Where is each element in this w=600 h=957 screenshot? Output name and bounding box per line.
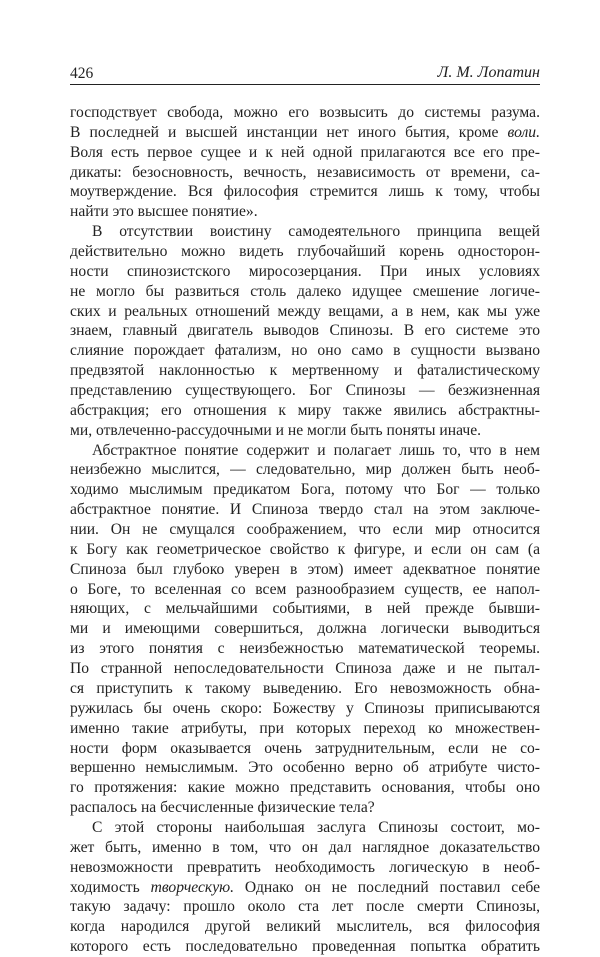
text-line bbox=[70, 361, 540, 381]
text-line bbox=[70, 818, 540, 838]
text-line bbox=[70, 520, 540, 540]
paragraph bbox=[70, 222, 540, 440]
text-segment: господствует свобода, можно его возвысить до системы разума. bbox=[70, 104, 540, 121]
text-line bbox=[70, 202, 540, 222]
text-line bbox=[70, 262, 540, 282]
text-line bbox=[70, 560, 540, 580]
text-segment: когда народился другой великий мыслитель, вся философия bbox=[70, 918, 540, 936]
text-line bbox=[70, 798, 540, 818]
text-segment: В отсутствии воистину самодеятельного принципа вещей bbox=[92, 223, 540, 241]
text-segment: ских и реальных отношений между вещами, а в нем, как мы уже bbox=[70, 302, 540, 320]
text-segment: не могло бы развиться столь далеко идущее смешение логиче- bbox=[70, 282, 540, 300]
text-line bbox=[70, 282, 540, 302]
text-line bbox=[70, 441, 540, 461]
page-number: 426 bbox=[70, 65, 94, 82]
text-line bbox=[70, 580, 540, 600]
text-segment: ности спинозистского миросозерцания. При иных условиях bbox=[70, 262, 540, 280]
text-segment: невозможности превратить необходимость логическую в необ- bbox=[70, 858, 540, 876]
text-segment: ми и имеющими совершиться, должна логически выводиться bbox=[70, 620, 540, 638]
text-line bbox=[70, 937, 540, 957]
paragraph bbox=[70, 818, 540, 957]
text-line bbox=[70, 917, 540, 937]
text-line bbox=[70, 381, 540, 401]
running-header bbox=[70, 64, 540, 85]
italic-text: творческую. bbox=[150, 878, 235, 896]
text-segment: слияние порождает фатализм, но оно само в сущности вызвано bbox=[70, 342, 540, 360]
text-segment: Абстрактное понятие содержит и полагает лишь то, что в нем bbox=[92, 441, 540, 459]
text-line bbox=[70, 758, 540, 778]
text-line bbox=[70, 421, 540, 441]
text-segment: ми, отвлеченно-рассудочными и не могли быть поняты иначе. bbox=[70, 421, 482, 439]
text-line bbox=[70, 321, 540, 341]
text-segment: ся приступить к такому выведению. Его невозможность обна- bbox=[70, 679, 540, 697]
text-segment: дикаты: безосновность, вечность, независимость от времени, са- bbox=[70, 163, 540, 181]
text-segment: абстрактное понятие. И Спиноза твердо стал на этом заключе- bbox=[70, 501, 540, 519]
text-line bbox=[70, 163, 540, 183]
text-segment: такую задачу: прошло около ста лет после смерти Спинозы, bbox=[70, 898, 540, 916]
text-segment: действительно можно видеть глубочайший корень односторон- bbox=[70, 243, 540, 261]
text-line bbox=[70, 778, 540, 798]
text-segment: Спиноза был глубоко уверен в этом) имеет адекватное понятие bbox=[70, 560, 540, 578]
paragraph bbox=[70, 103, 540, 222]
text-line bbox=[70, 878, 540, 898]
text-segment: С этой стороны наибольшая заслуга Спинозы состоит, мо- bbox=[92, 818, 540, 836]
text-line bbox=[70, 302, 540, 322]
text-segment: вершенно немыслимым. Это особенно верно об атрибуте чисто- bbox=[70, 759, 540, 777]
text-segment: жет быть, именно в том, что он дал наглядное доказательство bbox=[70, 838, 540, 856]
text-line bbox=[70, 858, 540, 878]
text-segment: ности форм оказывается очень затруднительным, если не со- bbox=[70, 739, 540, 757]
text-line bbox=[70, 599, 540, 619]
text-segment: именно такие атрибуты, при которых переход ко множествен- bbox=[70, 719, 540, 737]
text-line bbox=[70, 182, 540, 202]
text-segment: знаем, главный двигатель выводов Спинозы. В его системе это bbox=[70, 322, 540, 340]
text-segment: неизбежно мыслится, — следовательно, мир должен быть необ- bbox=[70, 461, 540, 479]
running-head-author: Л. М. Лопатин bbox=[437, 64, 540, 81]
text-line bbox=[70, 679, 540, 699]
text-line bbox=[70, 222, 540, 242]
text-line bbox=[70, 480, 540, 500]
text-segment: из этого понятия с неизбежностью математической теоремы. bbox=[70, 640, 540, 658]
text-line bbox=[70, 659, 540, 679]
text-line bbox=[70, 699, 540, 719]
text-line bbox=[70, 341, 540, 361]
text-line bbox=[70, 897, 540, 917]
text-line bbox=[70, 639, 540, 659]
text-segment: абстракция; его отношения к миру также явились абстрактны- bbox=[70, 401, 540, 419]
text-segment: которого есть последовательно проведенная попытка обратить bbox=[70, 938, 540, 956]
text-line bbox=[70, 242, 540, 262]
text-line bbox=[70, 540, 540, 560]
text-line bbox=[70, 460, 540, 480]
text-segment: ходимость bbox=[70, 878, 151, 896]
text-segment: По странной непоследовательности Спиноза даже и не пытал- bbox=[70, 660, 540, 678]
text-segment: нии. Он не смущался соображением, что если мир относится bbox=[70, 521, 540, 539]
text-segment: няющих, с мельчайшими событиями, в ней прежде бывши- bbox=[70, 600, 540, 618]
text-segment: ходимо мыслимым предикатом Бога, потому что Бог — только bbox=[70, 481, 540, 499]
text-segment: моутверждение. Вся философия стремится лишь к тому, чтобы bbox=[70, 183, 540, 201]
text-line bbox=[70, 123, 540, 143]
text-line bbox=[70, 719, 540, 739]
text-segment: распалось на бесчисленные физические тела? bbox=[70, 799, 375, 817]
text-segment: го протяжения: какие можно представить основания, чтобы оно bbox=[70, 779, 540, 797]
italic-text: воли. bbox=[507, 123, 540, 141]
text-segment: Однако он не последний поставил себе bbox=[234, 878, 540, 896]
paragraph bbox=[70, 441, 540, 818]
text-segment: к Богу как геометрическое свойство к фигуре, и если он сам (а bbox=[70, 540, 540, 558]
text-line bbox=[70, 739, 540, 759]
text-segment: Воля есть первое сущее и к ней одной прилагаются все его пре- bbox=[70, 143, 540, 161]
text-line bbox=[70, 103, 540, 123]
text-segment: предвзятой наклонностью к мертвенному и фаталистическому bbox=[70, 362, 540, 380]
text-line bbox=[70, 143, 540, 163]
text-line bbox=[70, 401, 540, 421]
text-segment: представлению существующего. Бог Спинозы — безжизненная bbox=[70, 382, 540, 400]
text-segment: о Боге, то вселенная со всем разнообразием существ, ее напол- bbox=[70, 580, 540, 598]
text-segment: ружилась бы очень скоро: Божеству у Спинозы приписываются bbox=[70, 699, 540, 717]
text-line bbox=[70, 619, 540, 639]
text-line bbox=[70, 500, 540, 520]
text-segment: В последней и высшей инстанции нет иного бытия, кроме bbox=[70, 123, 508, 141]
text-segment: найти это высшее понятие». bbox=[70, 203, 258, 221]
text-line bbox=[70, 838, 540, 858]
body-text bbox=[70, 103, 540, 957]
